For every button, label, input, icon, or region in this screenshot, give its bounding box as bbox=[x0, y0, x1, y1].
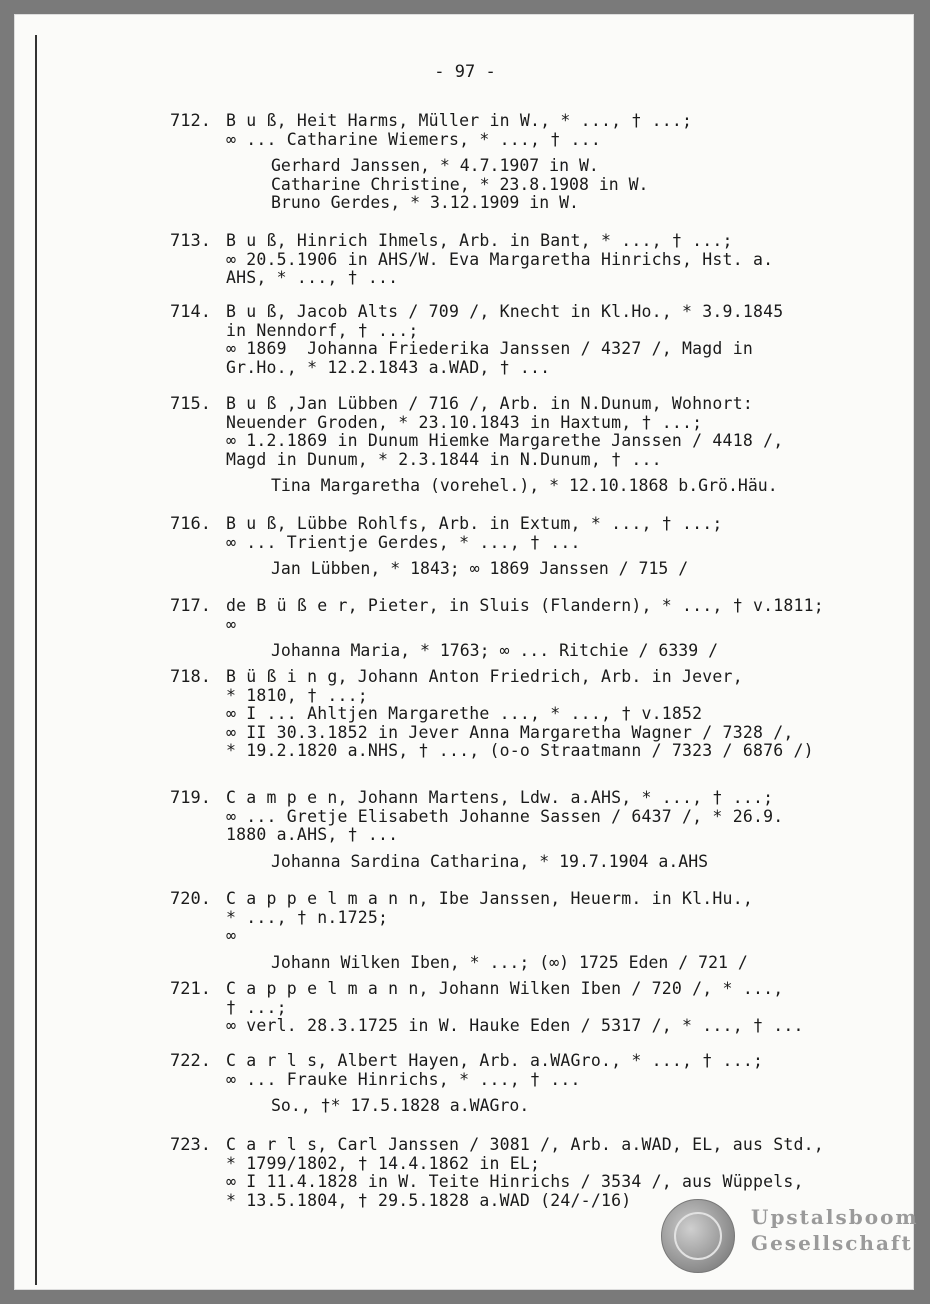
entry-line: B u ß, Lübbe Rohlfs, Arb. in Extum, * ..., † ...; bbox=[226, 514, 723, 533]
entry-number: 718. bbox=[170, 667, 211, 687]
entry-text bbox=[226, 890, 906, 972]
society-logo bbox=[661, 1199, 919, 1275]
entry-line: ∞ ... Catharine Wiemers, * ..., † ... bbox=[226, 129, 601, 149]
entry-line: ∞ verl. 28.3.1725 in W. Hauke Eden / 5317 /, * ..., † ... bbox=[226, 1016, 804, 1036]
entry-text bbox=[226, 303, 906, 377]
child-line: Gerhard Janssen, * 4.7.1907 in W. bbox=[271, 156, 599, 176]
entry-line: * ..., † n.1725; bbox=[226, 907, 389, 927]
child-line: Bruno Gerdes, * 3.12.1909 in W. bbox=[271, 193, 579, 213]
entry-line: * 1810, † ...; bbox=[226, 685, 368, 705]
document-page bbox=[14, 14, 919, 1290]
entry-line: ∞ 1.2.1869 in Dunum Hiemke Margarethe Janssen / 4418 /, bbox=[226, 431, 784, 451]
entry-line: ∞ 20.5.1906 in AHS/W. Eva Margaretha Hinrichs, Hst. a. bbox=[226, 249, 774, 269]
entry-number: 723. bbox=[170, 1135, 211, 1155]
entry-line: ∞ 1869 Johanna Friederika Janssen / 4327 /, Magd in bbox=[226, 339, 753, 359]
entry-line: * 19.2.1820 a.NHS, † ..., (o-o Straatmann / 7323 / 6876 /) bbox=[226, 741, 814, 761]
entry-text bbox=[226, 112, 906, 213]
entry-line: ∞ bbox=[226, 926, 237, 946]
entry-text bbox=[226, 980, 906, 1036]
entry-line: de B ü ß e r, Pieter, in Sluis (Flandern), * ..., † v.1811; bbox=[226, 596, 824, 615]
entry-line: B u ß ,Jan Lübben / 716 /, Arb. in N.Dunum, Wohnort: bbox=[226, 394, 753, 413]
entry-line: * 1799/1802, † 14.4.1862 in EL; bbox=[226, 1153, 541, 1173]
entry-number: 713. bbox=[170, 231, 211, 251]
entry-line: ∞ II 30.3.1852 in Jever Anna Margaretha Wagner / 7328 /, bbox=[226, 722, 794, 742]
margin-rule bbox=[35, 35, 37, 1285]
entry-line: Gr.Ho., * 12.2.1843 a.WAD, † ... bbox=[226, 357, 551, 377]
entry-number: 712. bbox=[170, 111, 211, 131]
entry-line: B u ß, Jacob Alts / 709 /, Knecht in Kl.Ho., * 3.9.1845 bbox=[226, 302, 784, 321]
entry-line: C a r l s, Carl Janssen / 3081 /, Arb. a.WAD, EL, aus Std., bbox=[226, 1135, 824, 1154]
logo-text-line1: Upstalsboom bbox=[751, 1205, 919, 1229]
entry-text bbox=[226, 597, 906, 661]
entry-line: Magd in Dunum, * 2.3.1844 in N.Dunum, † ... bbox=[226, 449, 662, 469]
entry-text bbox=[226, 395, 906, 496]
child-line: So., †* 17.5.1828 a.WAGro. bbox=[271, 1096, 530, 1116]
entry-text bbox=[226, 515, 906, 579]
entry-line: ∞ ... Gretje Elisabeth Johanne Sassen / 6437 /, * 26.9. bbox=[226, 806, 784, 826]
entry-text bbox=[226, 668, 906, 761]
logo-text-line2: Gesellschaft bbox=[751, 1231, 913, 1255]
child-line: Johanna Sardina Catharina, * 19.7.1904 a.AHS bbox=[271, 851, 709, 871]
entry-number: 715. bbox=[170, 394, 211, 414]
entry-line: AHS, * ..., † ... bbox=[226, 268, 399, 288]
entry-text bbox=[226, 1052, 906, 1116]
entry-line: B ü ß i n g, Johann Anton Friedrich, Arb. in Jever, bbox=[226, 667, 743, 686]
entry-text bbox=[226, 232, 906, 288]
entry-number: 717. bbox=[170, 596, 211, 616]
entry-line: Neuender Groden, * 23.10.1843 in Haxtum, † ...; bbox=[226, 412, 703, 432]
entry-line: C a m p e n, Johann Martens, Ldw. a.AHS, * ..., † ...; bbox=[226, 788, 774, 807]
page-number: - 97 - bbox=[434, 62, 496, 82]
entry-line: C a p p e l m a n n, Johann Wilken Iben / 720 /, * ..., bbox=[226, 979, 784, 998]
entry-line: B u ß, Hinrich Ihmels, Arb. in Bant, * ..., † ...; bbox=[226, 231, 733, 250]
child-line: Catharine Christine, * 23.8.1908 in W. bbox=[271, 174, 649, 194]
entry-line: ∞ I 11.4.1828 in W. Teite Hinrichs / 3534 /, aus Wüppels, bbox=[226, 1172, 804, 1192]
entry-line: * 13.5.1804, † 29.5.1828 a.WAD (24/-/16) bbox=[226, 1190, 632, 1210]
entry-number: 716. bbox=[170, 514, 211, 534]
entry-line: † ...; bbox=[226, 997, 287, 1017]
entry-number: 720. bbox=[170, 889, 211, 909]
child-line: Johanna Maria, * 1763; ∞ ... Ritchie / 6339 / bbox=[271, 641, 719, 661]
entry-line: ∞ bbox=[226, 614, 237, 634]
entry-line: C a r l s, Albert Hayen, Arb. a.WAGro., * ..., † ...; bbox=[226, 1051, 764, 1070]
entry-line: ∞ ... Trientje Gerdes, * ..., † ... bbox=[226, 532, 581, 552]
child-line: Tina Margaretha (vorehel.), * 12.10.1868 b.Grö.Häu. bbox=[271, 476, 778, 496]
child-line: Jan Lübben, * 1843; ∞ 1869 Janssen / 715 / bbox=[271, 559, 689, 579]
entry-line: 1880 a.AHS, † ... bbox=[226, 825, 399, 845]
entry-line: in Nenndorf, † ...; bbox=[226, 320, 419, 340]
entry-line: B u ß, Heit Harms, Müller in W., * ..., † ...; bbox=[226, 111, 693, 130]
child-line: Johann Wilken Iben, * ...; (∞) 1725 Eden / 721 / bbox=[271, 952, 748, 972]
entry-number: 722. bbox=[170, 1051, 211, 1071]
entry-number: 714. bbox=[170, 302, 211, 322]
seal-icon bbox=[661, 1199, 735, 1273]
entry-line: ∞ I ... Ahltjen Margarethe ..., * ..., † v.1852 bbox=[226, 704, 703, 724]
entry-number: 721. bbox=[170, 979, 211, 999]
entry-number: 719. bbox=[170, 788, 211, 808]
entry-line: C a p p e l m a n n, Ibe Janssen, Heuerm. in Kl.Hu., bbox=[226, 889, 753, 908]
entry-text bbox=[226, 789, 906, 871]
entry-line: ∞ ... Frauke Hinrichs, * ..., † ... bbox=[226, 1069, 581, 1089]
